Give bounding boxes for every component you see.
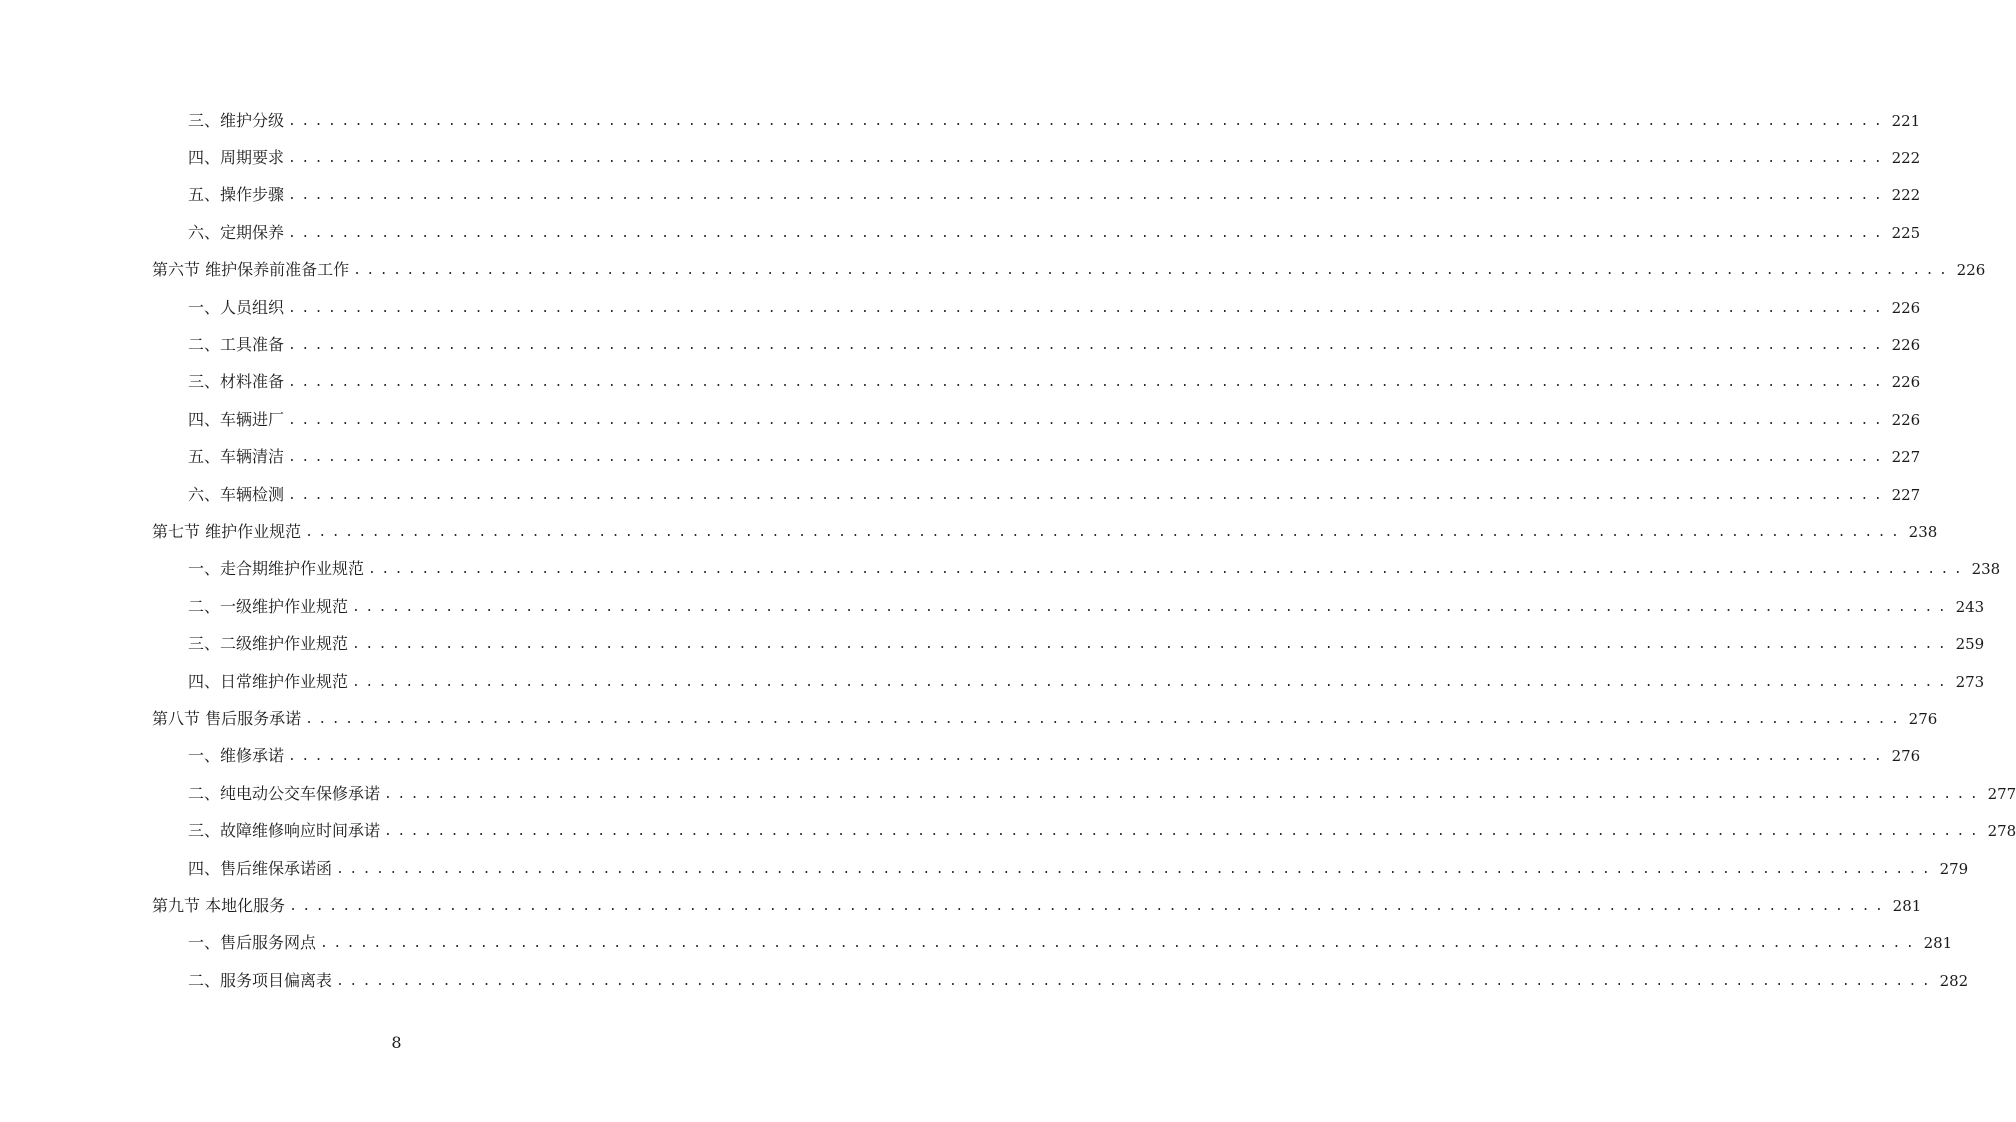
page-number: 8	[391, 1033, 402, 1052]
toc-entry-page: 238	[1971, 560, 2001, 579]
toc-entry	[152, 401, 1921, 438]
toc-entry	[152, 551, 2001, 588]
toc-entry	[152, 962, 1969, 999]
toc-entry-title: 第九节 本地化服务	[152, 895, 286, 915]
toc-entry	[152, 700, 1938, 737]
toc-entry	[152, 925, 1953, 962]
toc-dot-leader: ........................................................................................................................	[320, 936, 1920, 952]
toc-entry-page: 226	[1891, 373, 1921, 392]
toc-entry	[152, 252, 1986, 289]
toc-entry-page: 238	[1908, 522, 1938, 541]
toc-entry-page: 278	[1987, 822, 2016, 841]
toc-entry-page: 279	[1939, 859, 1969, 878]
toc-entry-title: 五、操作步骤	[188, 185, 285, 205]
toc-dot-leader: ........................................................................................................................	[288, 450, 1888, 466]
toc-dot-leader: ........................................................................................................................	[288, 113, 1888, 129]
toc-entry-title: 一、走合期维护作业规范	[188, 559, 365, 579]
toc-entry-title: 第八节 售后服务承诺	[152, 708, 302, 728]
toc-entry-title: 二、服务项目偏离表	[188, 970, 333, 990]
toc-entry-page: 227	[1891, 485, 1921, 504]
toc-entry-page: 221	[1891, 111, 1921, 130]
toc-entry-title: 四、日常维护作业规范	[188, 671, 349, 691]
toc-dot-leader: ........................................................................................................................	[368, 562, 1968, 578]
toc-entry-page: 222	[1891, 186, 1921, 205]
toc-dot-leader: ........................................................................................................................	[352, 674, 1952, 690]
toc-dot-leader: ........................................................................................................................	[288, 487, 1888, 503]
toc-entry-page: 225	[1891, 223, 1921, 242]
toc-entry-page: 226	[1891, 298, 1921, 317]
toc-dot-leader: ........................................................................................................................	[288, 375, 1888, 391]
toc-dot-leader: ........................................................................................................................	[384, 824, 1984, 840]
toc-entry	[152, 177, 1921, 214]
toc-entry	[152, 214, 1921, 251]
toc-entry-title: 二、纯电动公交车保修承诺	[188, 783, 381, 803]
toc-entry	[152, 738, 1921, 775]
toc-entry	[152, 887, 1922, 924]
toc-entry-title: 二、一级维护作业规范	[188, 596, 349, 616]
toc-entry-title: 三、二级维护作业规范	[188, 634, 349, 654]
toc-entry-title: 三、故障维修响应时间承诺	[188, 821, 381, 841]
toc-entry-title: 第六节 维护保养前准备工作	[152, 260, 350, 280]
toc-dot-leader: ........................................................................................................................	[352, 599, 1952, 615]
toc-entry-page: 227	[1891, 448, 1921, 467]
toc-entry-page: 273	[1955, 672, 1985, 691]
toc-dot-leader: ........................................................................................................................	[336, 861, 1936, 877]
toc-entry-title: 一、维修承诺	[188, 746, 285, 766]
toc-entry-page: 226	[1956, 261, 1986, 280]
toc-entry	[152, 775, 2016, 812]
toc-dot-leader: ........................................................................................................................	[305, 524, 1905, 540]
toc-entry	[152, 102, 1921, 139]
toc-entry-title: 四、车辆进厂	[188, 409, 285, 429]
toc-entry	[152, 289, 1921, 326]
toc-entry-title: 一、售后服务网点	[188, 933, 317, 953]
toc-dot-leader: ........................................................................................................................	[289, 898, 1889, 914]
toc-dot-leader: ........................................................................................................................	[352, 637, 1952, 653]
toc-entry	[152, 588, 1985, 625]
toc-entry-page: 277	[1987, 784, 2016, 803]
toc-dot-leader: ........................................................................................................................	[288, 749, 1888, 765]
toc-dot-leader: ........................................................................................................................	[288, 412, 1888, 428]
toc-entry-title: 四、周期要求	[188, 148, 285, 168]
toc-entry-title: 一、人员组织	[188, 297, 285, 317]
toc-entry-page: 276	[1891, 747, 1921, 766]
toc-dot-leader: ........................................................................................................................	[288, 300, 1888, 316]
toc-entry-title: 第七节 维护作业规范	[152, 521, 302, 541]
toc-entry-title: 三、材料准备	[188, 372, 285, 392]
toc-entry-title: 四、售后维保承诺函	[188, 858, 333, 878]
toc-entry-title: 三、维护分级	[188, 110, 285, 130]
toc-entry-title: 六、车辆检测	[188, 484, 285, 504]
toc-entry-title: 二、工具准备	[188, 335, 285, 355]
toc-entry	[152, 139, 1921, 176]
toc-entry-page: 281	[1892, 896, 1922, 915]
toc-entry	[152, 476, 1921, 513]
toc-entry-page: 276	[1908, 709, 1938, 728]
toc-dot-leader: ........................................................................................................................	[353, 263, 1953, 279]
toc-dot-leader: ........................................................................................................................	[384, 786, 1984, 802]
toc-entry	[152, 439, 1921, 476]
toc-dot-leader: ........................................................................................................................	[288, 225, 1888, 241]
toc-entry-page: 281	[1923, 934, 1953, 953]
toc-entry	[152, 513, 1938, 550]
toc-entry-page: 259	[1955, 635, 1985, 654]
toc-entry	[152, 663, 1985, 700]
toc-entry	[152, 326, 1921, 363]
toc-entry-page: 282	[1939, 971, 1969, 990]
toc-dot-leader: ........................................................................................................................	[288, 338, 1888, 354]
toc-entry	[152, 364, 1921, 401]
toc-entry-page: 222	[1891, 149, 1921, 168]
toc-entry	[152, 625, 1985, 662]
toc-dot-leader: ........................................................................................................................	[305, 711, 1905, 727]
toc-entry-title: 五、车辆清洁	[188, 447, 285, 467]
toc-entry	[152, 812, 2016, 849]
toc-entry-page: 226	[1891, 336, 1921, 355]
table-of-contents	[152, 102, 2016, 999]
toc-entry-page: 243	[1955, 597, 1985, 616]
toc-entry	[152, 850, 1969, 887]
toc-dot-leader: ........................................................................................................................	[336, 973, 1936, 989]
toc-dot-leader: ........................................................................................................................	[288, 188, 1888, 204]
toc-entry-title: 六、定期保养	[188, 222, 285, 242]
toc-dot-leader: ........................................................................................................................	[288, 151, 1888, 167]
toc-entry-page: 226	[1891, 410, 1921, 429]
